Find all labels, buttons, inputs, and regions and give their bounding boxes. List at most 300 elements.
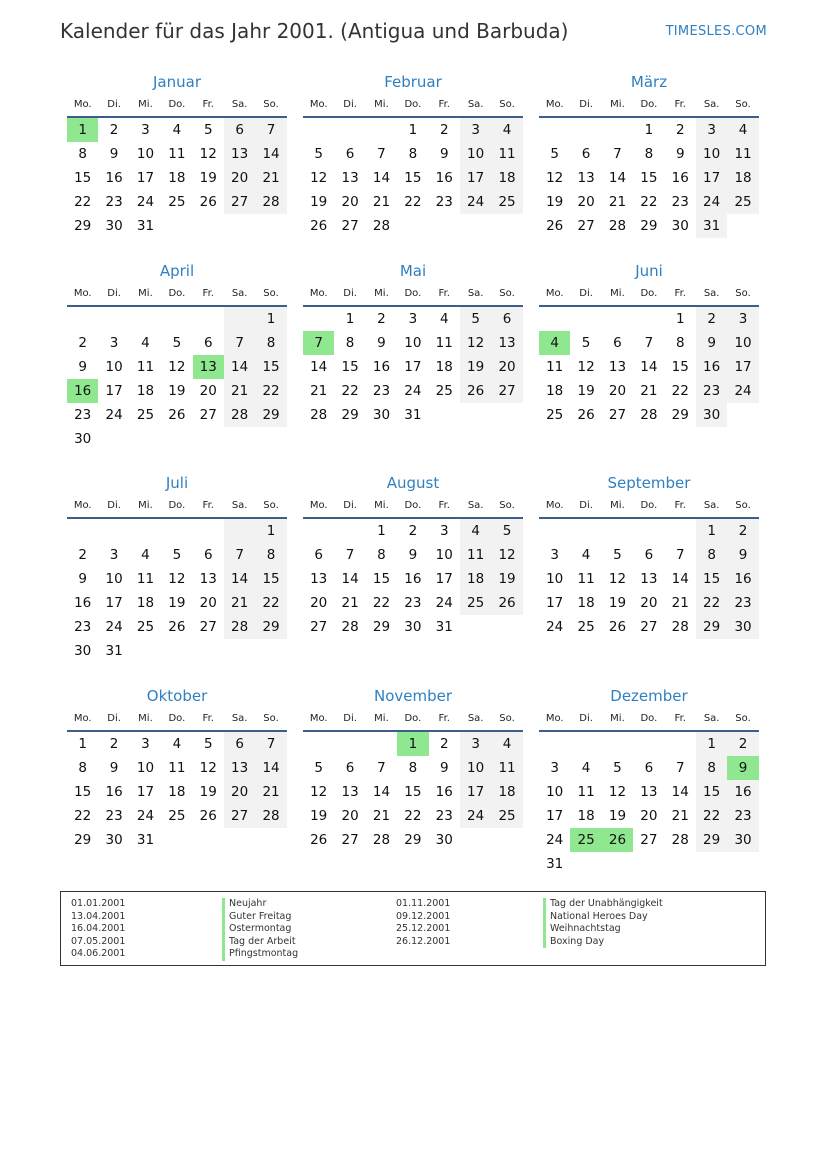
day-cell[interactable]: 22 (696, 804, 727, 828)
day-cell[interactable]: 9 (377, 335, 386, 351)
day-cell[interactable]: 18 (136, 595, 155, 611)
day-cell[interactable]: 1 (345, 311, 355, 327)
day-cell[interactable]: 18 (577, 595, 595, 611)
day-cell[interactable]: 19 (310, 194, 328, 210)
day-cell[interactable]: 28 (671, 832, 689, 848)
day-cell[interactable]: 18 (491, 166, 522, 190)
day-cell[interactable]: 7 (224, 543, 255, 567)
day-cell[interactable]: 18 (168, 170, 186, 186)
day-cell[interactable]: 10 (546, 571, 564, 587)
day-cell[interactable]: 8 (408, 760, 418, 776)
day-cell[interactable]: 28 (671, 619, 689, 635)
day-cell[interactable]: 15 (696, 780, 727, 804)
day-cell[interactable]: 24 (404, 383, 422, 399)
day-cell[interactable]: 22 (74, 808, 92, 824)
day-cell[interactable]: 10 (136, 760, 155, 776)
day-cell[interactable]: 25 (577, 619, 595, 635)
day-cell[interactable]: 21 (224, 379, 255, 403)
day-cell[interactable]: 19 (608, 808, 627, 824)
day-cell[interactable]: 28 (608, 218, 627, 234)
day-cell[interactable]: 21 (310, 383, 328, 399)
day-cell[interactable]: 1 (408, 122, 418, 138)
day-cell[interactable]: 23 (105, 194, 123, 210)
day-cell[interactable]: 16 (435, 170, 453, 186)
day-cell[interactable]: 25 (168, 808, 186, 824)
day-cell[interactable]: 2 (439, 736, 449, 752)
day-cell[interactable]: 12 (310, 170, 328, 186)
day-cell[interactable]: 28 (224, 615, 255, 639)
day-cell[interactable]: 28 (372, 218, 391, 234)
day-cell[interactable]: 19 (310, 808, 328, 824)
day-cell[interactable]: 13 (193, 355, 224, 379)
day-cell[interactable]: 17 (136, 784, 155, 800)
day-cell[interactable]: 9 (727, 756, 758, 780)
day-cell[interactable]: 27 (224, 804, 255, 828)
day-cell[interactable]: 26 (602, 828, 633, 852)
day-cell[interactable]: 25 (491, 190, 522, 214)
day-cell[interactable]: 16 (727, 780, 758, 804)
day-cell[interactable]: 12 (491, 543, 522, 567)
day-cell[interactable]: 11 (491, 756, 522, 780)
day-cell[interactable]: 3 (550, 760, 559, 776)
day-cell[interactable]: 16 (105, 170, 123, 186)
day-cell[interactable]: 5 (581, 335, 591, 351)
day-cell[interactable]: 12 (168, 571, 186, 587)
day-cell[interactable]: 28 (224, 403, 255, 427)
day-cell[interactable]: 15 (74, 170, 92, 186)
day-cell[interactable]: 12 (199, 760, 217, 776)
day-cell[interactable]: 29 (671, 407, 689, 423)
day-cell[interactable]: 12 (168, 359, 186, 375)
day-cell[interactable]: 15 (255, 567, 286, 591)
day-cell[interactable]: 26 (199, 808, 217, 824)
day-cell[interactable]: 18 (460, 567, 491, 591)
day-cell[interactable]: 14 (255, 142, 286, 166)
day-cell[interactable]: 17 (105, 595, 123, 611)
day-cell[interactable]: 13 (577, 170, 595, 186)
day-cell[interactable]: 22 (671, 383, 689, 399)
day-cell[interactable]: 3 (141, 736, 150, 752)
day-cell[interactable]: 16 (727, 567, 758, 591)
day-cell[interactable]: 17 (460, 780, 491, 804)
day-cell[interactable]: 21 (224, 591, 255, 615)
day-cell[interactable]: 1 (255, 519, 286, 543)
day-cell[interactable]: 25 (435, 383, 453, 399)
day-cell[interactable]: 5 (460, 307, 491, 331)
day-cell[interactable]: 18 (546, 383, 564, 399)
day-cell[interactable]: 4 (491, 732, 522, 756)
day-cell[interactable]: 31 (105, 643, 123, 659)
day-cell[interactable]: 6 (491, 307, 522, 331)
day-cell[interactable]: 22 (341, 383, 359, 399)
day-cell[interactable]: 25 (460, 591, 491, 615)
day-cell[interactable]: 10 (727, 331, 758, 355)
day-cell[interactable]: 6 (581, 146, 591, 162)
day-cell[interactable]: 8 (255, 543, 286, 567)
day-cell[interactable]: 13 (640, 784, 658, 800)
day-cell[interactable]: 18 (168, 784, 186, 800)
day-cell[interactable]: 29 (696, 828, 727, 852)
day-cell[interactable]: 21 (671, 595, 689, 611)
day-cell[interactable]: 2 (109, 736, 119, 752)
day-cell[interactable]: 31 (136, 832, 155, 848)
day-cell[interactable]: 27 (224, 190, 255, 214)
day-cell[interactable]: 1 (675, 311, 685, 327)
day-cell[interactable]: 1 (255, 307, 286, 331)
day-cell[interactable]: 24 (105, 407, 123, 423)
day-cell[interactable]: 14 (671, 784, 689, 800)
day-cell[interactable]: 4 (581, 547, 591, 563)
brand-logo[interactable]: TIMESLES.COM (665, 24, 767, 39)
day-cell[interactable]: 21 (372, 808, 391, 824)
day-cell[interactable]: 4 (141, 335, 150, 351)
day-cell[interactable]: 7 (303, 331, 334, 355)
day-cell[interactable]: 12 (199, 146, 217, 162)
day-cell[interactable]: 13 (224, 142, 255, 166)
day-cell[interactable]: 11 (460, 543, 491, 567)
day-cell[interactable]: 15 (696, 567, 727, 591)
day-cell[interactable]: 27 (608, 407, 627, 423)
day-cell[interactable]: 3 (439, 523, 449, 539)
day-cell[interactable]: 4 (727, 118, 758, 142)
day-cell[interactable]: 26 (310, 832, 328, 848)
day-cell[interactable]: 26 (608, 619, 627, 635)
day-cell[interactable]: 14 (310, 359, 328, 375)
day-cell[interactable]: 26 (168, 619, 186, 635)
day-cell[interactable]: 30 (105, 832, 123, 848)
day-cell[interactable]: 28 (640, 407, 658, 423)
day-cell[interactable]: 10 (696, 142, 727, 166)
day-cell[interactable]: 17 (546, 595, 564, 611)
day-cell[interactable]: 20 (577, 194, 595, 210)
day-cell[interactable]: 9 (696, 331, 727, 355)
day-cell[interactable]: 18 (727, 166, 758, 190)
day-cell[interactable]: 21 (640, 383, 658, 399)
day-cell[interactable]: 20 (341, 808, 359, 824)
day-cell[interactable]: 5 (491, 519, 522, 543)
day-cell[interactable]: 14 (224, 355, 255, 379)
day-cell[interactable]: 30 (435, 832, 453, 848)
day-cell[interactable]: 7 (224, 331, 255, 355)
day-cell[interactable]: 8 (696, 543, 727, 567)
day-cell[interactable]: 23 (404, 595, 422, 611)
day-cell[interactable]: 29 (404, 832, 422, 848)
day-cell[interactable]: 6 (613, 335, 622, 351)
day-cell[interactable]: 26 (168, 407, 186, 423)
day-cell[interactable]: 9 (78, 359, 87, 375)
day-cell[interactable]: 26 (577, 407, 595, 423)
day-cell[interactable]: 1 (377, 523, 386, 539)
day-cell[interactable]: 30 (372, 407, 391, 423)
day-cell[interactable]: 23 (435, 808, 453, 824)
day-cell[interactable]: 27 (310, 619, 328, 635)
day-cell[interactable]: 16 (372, 359, 391, 375)
day-cell[interactable]: 31 (546, 856, 564, 872)
day-cell[interactable]: 6 (203, 547, 213, 563)
day-cell[interactable]: 20 (640, 595, 658, 611)
day-cell[interactable]: 3 (109, 335, 119, 351)
day-cell[interactable]: 9 (109, 146, 119, 162)
day-cell[interactable]: 17 (136, 170, 155, 186)
day-cell[interactable]: 16 (74, 595, 92, 611)
day-cell[interactable]: 12 (577, 359, 595, 375)
day-cell[interactable]: 16 (435, 784, 453, 800)
day-cell[interactable]: 7 (377, 760, 386, 776)
day-cell[interactable]: 1 (696, 732, 727, 756)
day-cell[interactable]: 14 (640, 359, 658, 375)
day-cell[interactable]: 12 (608, 784, 627, 800)
day-cell[interactable]: 24 (727, 379, 758, 403)
day-cell[interactable]: 7 (377, 146, 386, 162)
day-cell[interactable]: 9 (439, 760, 449, 776)
day-cell[interactable]: 9 (727, 543, 758, 567)
day-cell[interactable]: 6 (644, 760, 654, 776)
day-cell[interactable]: 14 (224, 567, 255, 591)
day-cell[interactable]: 14 (372, 784, 391, 800)
day-cell[interactable]: 10 (404, 335, 422, 351)
day-cell[interactable]: 14 (255, 756, 286, 780)
day-cell[interactable]: 7 (675, 760, 685, 776)
day-cell[interactable]: 11 (136, 359, 155, 375)
day-cell[interactable]: 24 (546, 619, 564, 635)
day-cell[interactable]: 13 (199, 571, 217, 587)
day-cell[interactable]: 25 (136, 407, 155, 423)
day-cell[interactable]: 30 (727, 615, 758, 639)
day-cell[interactable]: 27 (199, 407, 217, 423)
day-cell[interactable]: 22 (404, 808, 422, 824)
day-cell[interactable]: 6 (644, 547, 654, 563)
day-cell[interactable]: 19 (460, 355, 491, 379)
day-cell[interactable]: 6 (345, 760, 355, 776)
day-cell[interactable]: 12 (310, 784, 328, 800)
day-cell[interactable]: 2 (727, 732, 758, 756)
day-cell[interactable]: 2 (439, 122, 449, 138)
day-cell[interactable]: 28 (372, 832, 391, 848)
day-cell[interactable]: 21 (255, 780, 286, 804)
day-cell[interactable]: 26 (199, 194, 217, 210)
day-cell[interactable]: 24 (460, 190, 491, 214)
day-cell[interactable]: 15 (341, 359, 359, 375)
day-cell[interactable]: 11 (577, 571, 595, 587)
day-cell[interactable]: 28 (341, 619, 359, 635)
day-cell[interactable]: 21 (372, 194, 391, 210)
day-cell[interactable]: 11 (546, 359, 564, 375)
day-cell[interactable]: 28 (255, 804, 286, 828)
day-cell[interactable]: 23 (74, 619, 92, 635)
day-cell[interactable]: 16 (67, 379, 98, 403)
day-cell[interactable]: 4 (141, 547, 150, 563)
day-cell[interactable]: 16 (696, 355, 727, 379)
day-cell[interactable]: 24 (105, 619, 123, 635)
day-cell[interactable]: 12 (460, 331, 491, 355)
day-cell[interactable]: 29 (696, 615, 727, 639)
day-cell[interactable]: 31 (404, 407, 422, 423)
day-cell[interactable]: 19 (608, 595, 627, 611)
day-cell[interactable]: 17 (727, 355, 758, 379)
day-cell[interactable]: 20 (341, 194, 359, 210)
day-cell[interactable]: 3 (141, 122, 150, 138)
day-cell[interactable]: 30 (105, 218, 123, 234)
day-cell[interactable]: 21 (671, 808, 689, 824)
day-cell[interactable]: 27 (640, 832, 658, 848)
day-cell[interactable]: 22 (372, 595, 391, 611)
day-cell[interactable]: 20 (640, 808, 658, 824)
day-cell[interactable]: 14 (608, 170, 627, 186)
day-cell[interactable]: 26 (460, 379, 491, 403)
day-cell[interactable]: 2 (78, 547, 87, 563)
day-cell[interactable]: 24 (696, 190, 727, 214)
day-cell[interactable]: 17 (460, 166, 491, 190)
day-cell[interactable]: 15 (404, 784, 422, 800)
day-cell[interactable]: 31 (696, 214, 727, 238)
day-cell[interactable]: 2 (696, 307, 727, 331)
day-cell[interactable]: 8 (78, 760, 87, 776)
day-cell[interactable]: 3 (460, 118, 491, 142)
day-cell[interactable]: 11 (727, 142, 758, 166)
day-cell[interactable]: 4 (439, 311, 449, 327)
day-cell[interactable]: 13 (491, 331, 522, 355)
day-cell[interactable]: 15 (671, 359, 689, 375)
day-cell[interactable]: 13 (608, 359, 627, 375)
day-cell[interactable]: 5 (203, 122, 213, 138)
day-cell[interactable]: 18 (577, 808, 595, 824)
day-cell[interactable]: 22 (696, 591, 727, 615)
day-cell[interactable]: 27 (577, 218, 595, 234)
day-cell[interactable]: 14 (671, 571, 689, 587)
day-cell[interactable]: 22 (640, 194, 658, 210)
day-cell[interactable]: 10 (435, 547, 453, 563)
day-cell[interactable]: 11 (435, 335, 453, 351)
day-cell[interactable]: 29 (341, 407, 359, 423)
day-cell[interactable]: 15 (404, 170, 422, 186)
day-cell[interactable]: 17 (435, 571, 453, 587)
day-cell[interactable]: 31 (435, 619, 453, 635)
day-cell[interactable]: 8 (345, 335, 355, 351)
day-cell[interactable]: 22 (255, 379, 286, 403)
day-cell[interactable]: 5 (550, 146, 559, 162)
day-cell[interactable]: 1 (67, 118, 98, 142)
day-cell[interactable]: 17 (105, 383, 123, 399)
day-cell[interactable]: 20 (199, 383, 217, 399)
day-cell[interactable]: 10 (105, 359, 123, 375)
day-cell[interactable]: 24 (136, 808, 155, 824)
day-cell[interactable]: 9 (408, 547, 418, 563)
day-cell[interactable]: 24 (435, 595, 453, 611)
day-cell[interactable]: 23 (727, 804, 758, 828)
day-cell[interactable]: 29 (372, 619, 391, 635)
day-cell[interactable]: 4 (491, 118, 522, 142)
day-cell[interactable]: 28 (255, 190, 286, 214)
day-cell[interactable]: 3 (109, 547, 119, 563)
day-cell[interactable]: 13 (224, 756, 255, 780)
day-cell[interactable]: 11 (491, 142, 522, 166)
day-cell[interactable]: 25 (546, 407, 564, 423)
day-cell[interactable]: 10 (136, 146, 155, 162)
day-cell[interactable]: 8 (408, 146, 418, 162)
day-cell[interactable]: 29 (255, 615, 286, 639)
day-cell[interactable]: 24 (546, 832, 564, 848)
day-cell[interactable]: 1 (78, 736, 87, 752)
day-cell[interactable]: 22 (255, 591, 286, 615)
day-cell[interactable]: 30 (74, 431, 92, 447)
day-cell[interactable]: 8 (377, 547, 386, 563)
day-cell[interactable]: 20 (224, 166, 255, 190)
day-cell[interactable]: 30 (74, 643, 92, 659)
day-cell[interactable]: 3 (696, 118, 727, 142)
day-cell[interactable]: 12 (608, 571, 627, 587)
day-cell[interactable]: 20 (224, 780, 255, 804)
day-cell[interactable]: 3 (550, 547, 559, 563)
day-cell[interactable]: 17 (546, 808, 564, 824)
day-cell[interactable]: 29 (255, 403, 286, 427)
day-cell[interactable]: 5 (613, 547, 622, 563)
day-cell[interactable]: 8 (255, 331, 286, 355)
day-cell[interactable]: 13 (341, 784, 359, 800)
day-cell[interactable]: 23 (671, 194, 689, 210)
day-cell[interactable]: 13 (341, 170, 359, 186)
day-cell[interactable]: 16 (404, 571, 422, 587)
day-cell[interactable]: 21 (608, 194, 627, 210)
day-cell[interactable]: 21 (341, 595, 359, 611)
day-cell[interactable]: 23 (696, 379, 727, 403)
day-cell[interactable]: 2 (675, 122, 685, 138)
day-cell[interactable]: 4 (539, 331, 570, 355)
day-cell[interactable]: 18 (435, 359, 453, 375)
day-cell[interactable]: 5 (172, 547, 182, 563)
day-cell[interactable]: 5 (613, 760, 622, 776)
day-cell[interactable]: 27 (640, 619, 658, 635)
day-cell[interactable]: 26 (310, 218, 328, 234)
day-cell[interactable]: 2 (408, 523, 418, 539)
day-cell[interactable]: 11 (168, 760, 186, 776)
day-cell[interactable]: 11 (136, 571, 155, 587)
day-cell[interactable]: 18 (491, 780, 522, 804)
day-cell[interactable]: 27 (341, 832, 359, 848)
day-cell[interactable]: 16 (105, 784, 123, 800)
day-cell[interactable]: 7 (644, 335, 654, 351)
day-cell[interactable]: 10 (105, 571, 123, 587)
day-cell[interactable]: 20 (608, 383, 627, 399)
day-cell[interactable]: 4 (460, 519, 491, 543)
day-cell[interactable]: 9 (78, 571, 87, 587)
day-cell[interactable]: 24 (460, 804, 491, 828)
day-cell[interactable]: 25 (570, 828, 601, 852)
day-cell[interactable]: 17 (696, 166, 727, 190)
day-cell[interactable]: 23 (435, 194, 453, 210)
day-cell[interactable]: 15 (372, 571, 391, 587)
day-cell[interactable]: 5 (203, 736, 213, 752)
day-cell[interactable]: 10 (460, 756, 491, 780)
day-cell[interactable]: 29 (640, 218, 658, 234)
day-cell[interactable]: 25 (727, 190, 758, 214)
day-cell[interactable]: 1 (397, 732, 428, 756)
day-cell[interactable]: 10 (546, 784, 564, 800)
day-cell[interactable]: 30 (671, 218, 689, 234)
day-cell[interactable]: 19 (199, 784, 217, 800)
day-cell[interactable]: 20 (199, 595, 217, 611)
day-cell[interactable]: 7 (255, 118, 286, 142)
day-cell[interactable]: 8 (78, 146, 87, 162)
day-cell[interactable]: 25 (491, 804, 522, 828)
day-cell[interactable]: 12 (546, 170, 564, 186)
day-cell[interactable]: 23 (372, 383, 391, 399)
day-cell[interactable]: 19 (577, 383, 595, 399)
day-cell[interactable]: 7 (345, 547, 355, 563)
day-cell[interactable]: 5 (172, 335, 182, 351)
day-cell[interactable]: 15 (640, 170, 658, 186)
day-cell[interactable]: 26 (546, 218, 564, 234)
day-cell[interactable]: 27 (491, 379, 522, 403)
